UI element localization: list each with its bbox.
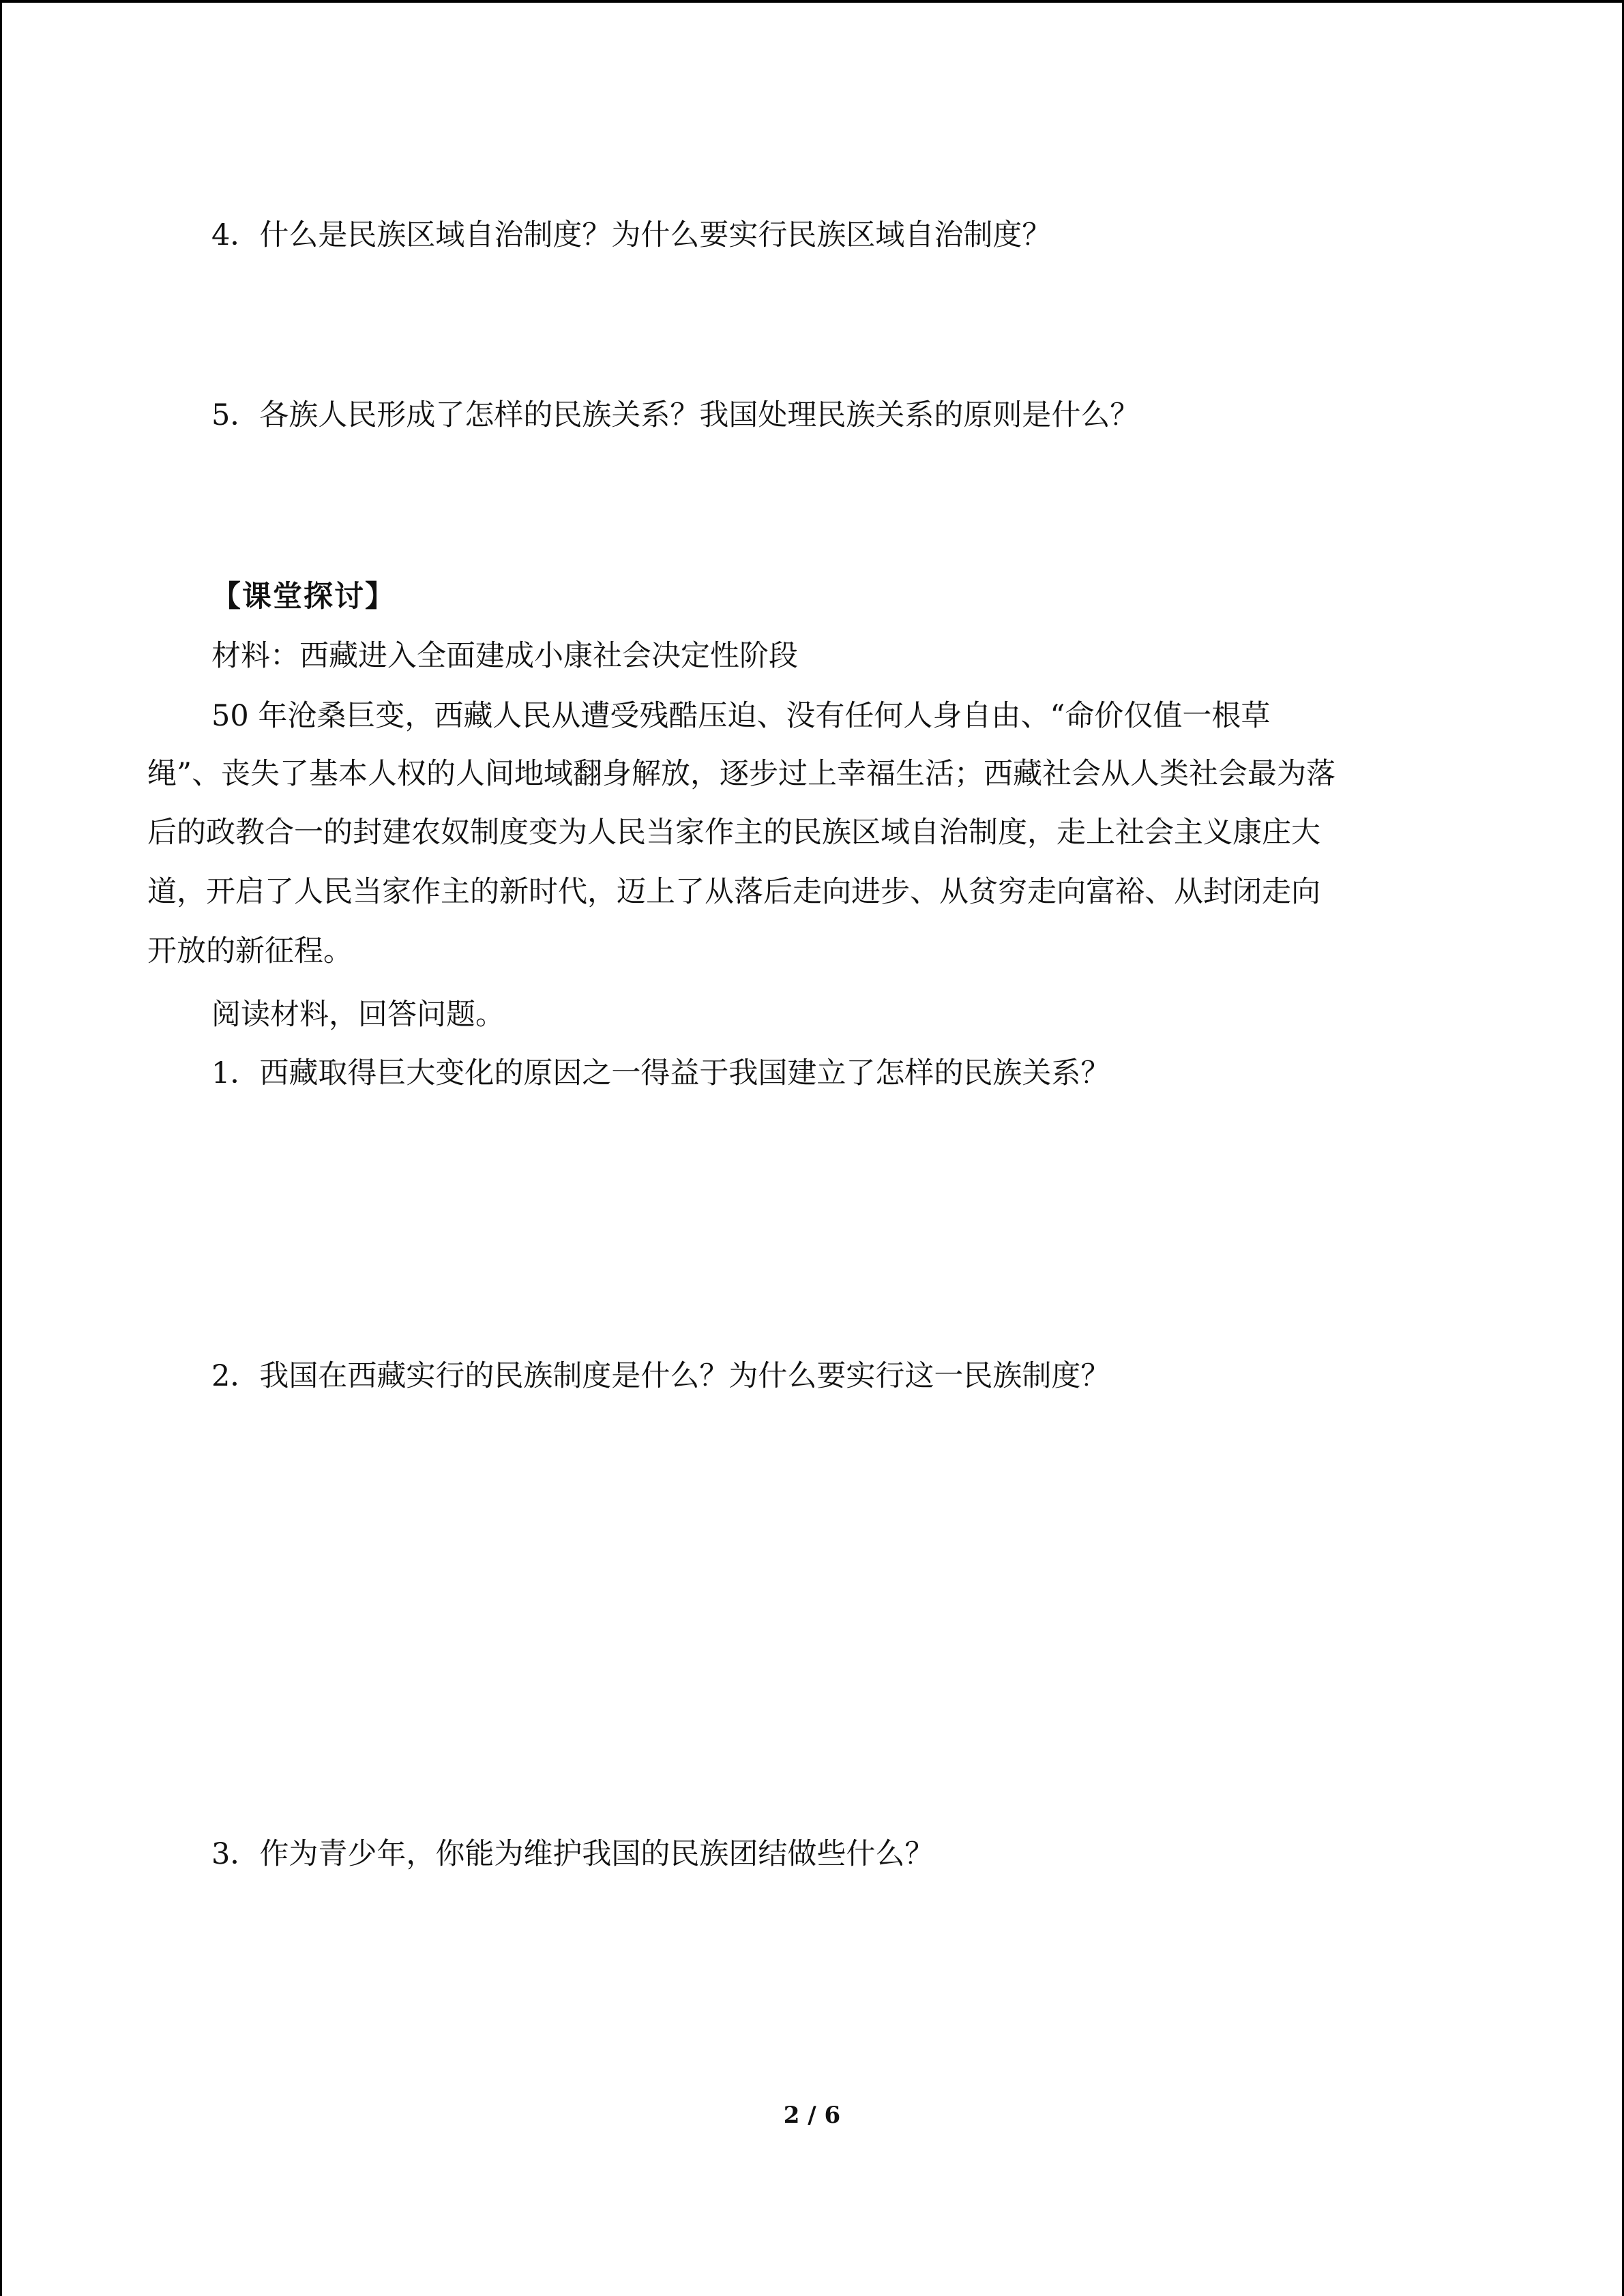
question-number: 3． <box>211 1837 260 1871</box>
question-number: 2． <box>211 1359 260 1393</box>
question-4 <box>211 215 1051 255</box>
question-number: 1． <box>211 1056 260 1090</box>
question-text: 西藏取得巨大变化的原因之一得益于我国建立了怎样的民族关系？ <box>259 1056 1110 1090</box>
discussion-question-1 <box>211 1054 1110 1093</box>
discussion-question-3 <box>211 1834 934 1874</box>
discussion-question-2 <box>211 1356 1110 1396</box>
question-5 <box>211 396 1139 435</box>
page-number: 2 / 6 <box>783 2102 841 2129</box>
material-line: 绳”、丧失了基本人权的人间地域翻身解放，逐步过上幸福生活；西藏社会从人类社会最为落 <box>147 757 1335 791</box>
material-title: 材料：西藏进入全面建成小康社会决定性阶段 <box>211 639 798 673</box>
material-line: 后的政教合一的封建农奴制度变为人民当家作主的民族区域自治制度，走上社会主义康庄大 <box>147 816 1320 850</box>
question-text: 什么是民族区域自治制度？为什么要实行民族区域自治制度？ <box>259 218 1052 252</box>
material-line: 道，开启了人民当家作主的新时代，迈上了从落后走向进步、从贫穷走向富裕、从封闭走向 <box>147 875 1320 909</box>
question-number: 5． <box>211 398 260 432</box>
question-text: 作为青少年，你能为维护我国的民族团结做些什么？ <box>259 1837 934 1871</box>
material-line: 开放的新征程。 <box>147 934 353 968</box>
question-text: 我国在西藏实行的民族制度是什么？为什么要实行这一民族制度？ <box>259 1359 1110 1393</box>
question-text: 各族人民形成了怎样的民族关系？我国处理民族关系的原则是什么？ <box>259 398 1140 432</box>
instruction: 阅读材料，回答问题。 <box>211 998 505 1032</box>
question-number: 4． <box>211 218 260 252</box>
material-line: 50 年沧桑巨变，西藏人民从遭受残酷压迫、没有任何人身自由、“命价仅值一根草 <box>211 699 1271 733</box>
section-heading: 【课堂探讨】 <box>211 580 396 614</box>
